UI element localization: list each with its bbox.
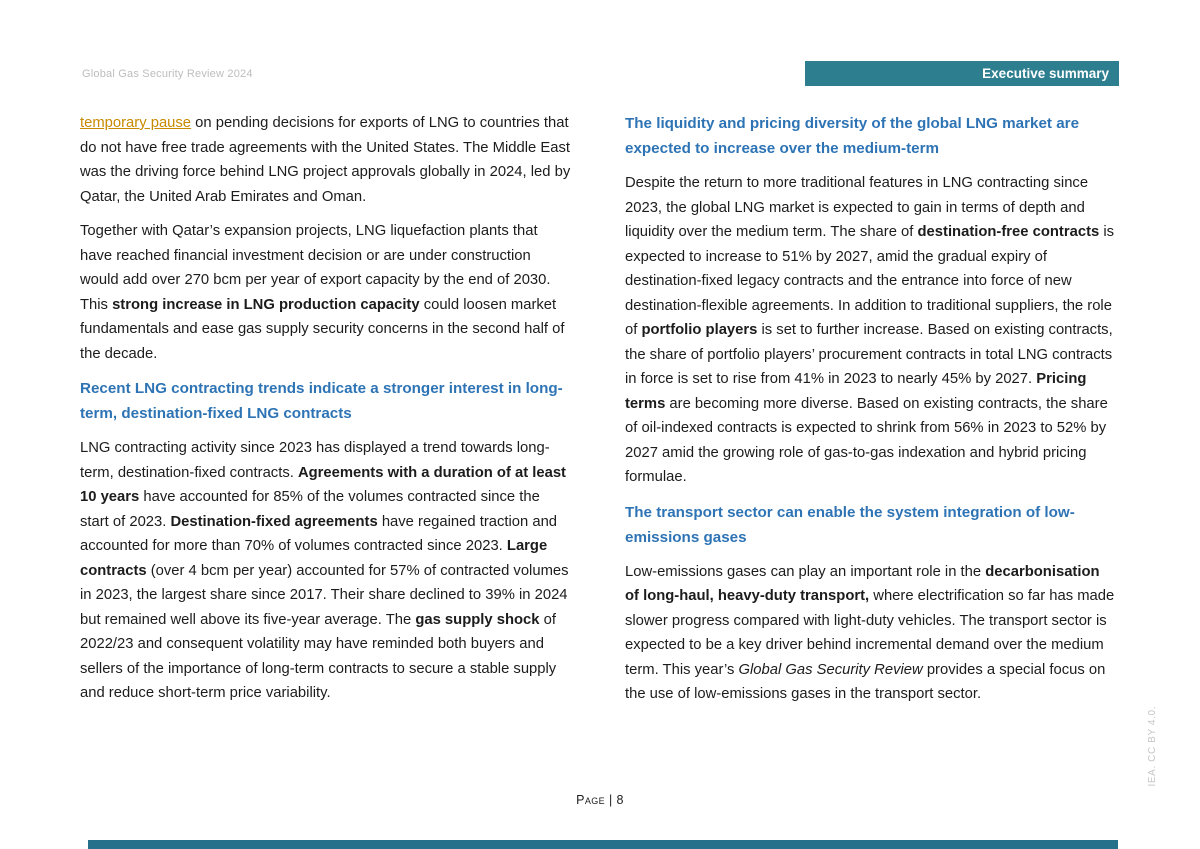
text-segment: gas supply shock	[415, 611, 540, 628]
text-segment: could loosen market fundamentals and ease gas supply security concerns in the second half of the decade.	[80, 296, 565, 362]
page-number: Page | 8	[576, 793, 624, 807]
text-segment: are becoming more diverse. Based on existing contracts, the share of oil-indexed contracts is expected to shrink from 56% in 2023 to 52% by 2027 amid the growing role of gas-to-gas indexation and hybrid pricing formulae.	[625, 395, 1108, 485]
text-segment: decarbonisation of long-haul, heavy-duty transport,	[625, 563, 1100, 604]
heading-transport-sector: The transport sector can enable the system integration of low-emissions gases	[625, 503, 1075, 546]
bottom-accent-bar	[88, 840, 1118, 849]
text-segment: of 2022/23 and consequent volatility may have reminded both buyers and sellers of the importance of long-term contracts to secure a stable supply and reduce short-term price variability.	[80, 611, 557, 701]
heading-liquidity-pricing: The liquidity and pricing diversity of the global LNG market are expected to increase over the medium-term	[625, 115, 1080, 157]
paragraph-qatar-expansion	[80, 219, 572, 366]
text-segment: Large contracts	[80, 538, 548, 579]
text-segment: Despite the return to more traditional features in LNG contracting since 2023, the global LNG market is expected to gain in terms of depth and liquidity over the medium term. The share of	[625, 175, 1089, 240]
heading-lng-contracting-trends: Recent LNG contracting trends indicate a stronger interest in long-term, destination-fixed LNG contracts	[80, 380, 563, 422]
paragraph-low-emissions-transport	[625, 560, 1117, 707]
text-segment: on pending decisions for exports of LNG to countries that do not have free trade agreements with the United States. The Middle East was the driving force behind LNG project approvals globally in 2024, led by Qatar, the United Arab Emirates and Oman.	[80, 115, 571, 205]
text-segment: destination-free contracts	[917, 224, 1100, 240]
text-segment: LNG contracting activity since 2023 has displayed a trend towards long-term, destination-fixed contracts.	[80, 440, 550, 481]
text-segment: Low-emissions gases can play an important role in the	[625, 563, 986, 580]
text-segment: have regained traction and accounted for more than 70% of volumes contracted since 2023.	[80, 513, 558, 554]
report-title: Global Gas Security Review 2024	[82, 68, 253, 80]
section-banner	[805, 61, 1119, 86]
text-segment: Destination-fixed agreements	[170, 513, 378, 530]
text-segment: is set to further increase. Based on existing contracts, the share of portfolio players’ procurement contracts in total LNG contracts in force is set to rise from 41% in 2023 to nearly 45% by 2027.	[625, 322, 1113, 387]
copyright-vertical-label: IEA. CC BY 4.0.	[1147, 706, 1158, 787]
paragraph-contracting-activity	[80, 436, 572, 706]
text-segment: Global Gas Security Review	[738, 661, 923, 678]
text-segment: strong increase in LNG production capacity	[112, 296, 420, 313]
paragraph-market-liquidity	[625, 171, 1117, 490]
text-segment: provides a special focus on the use of low-emissions gases in the transport sector.	[625, 661, 1106, 702]
text-segment: portfolio players	[641, 322, 758, 338]
text-segment: where electrification so far has made slower progress compared with light-duty vehicles. The transport sector is expected to be a key driver behind incremental demand over the medium term. This year’s	[625, 588, 1115, 678]
paragraph-lng-exports	[80, 111, 572, 209]
left-column	[80, 111, 572, 716]
text-segment: have accounted for 85% of the volumes contracted since the start of 2023.	[80, 489, 540, 530]
right-column	[625, 111, 1117, 717]
text-segment: Agreements with a duration of at least 10 years	[80, 464, 566, 505]
section-banner-label: Executive summary	[982, 66, 1109, 81]
text-segment: (over 4 bcm per year) accounted for 57% of contracted volumes in 2023, the largest share since 2017. Their share declined to 39% in 2024 but remained well above its five-year average. The	[80, 562, 569, 628]
text-segment: Together with Qatar’s expansion projects, LNG liquefaction plants that have reached financial investment decision or are under construction would add over 270 bcm per year of export capacity by the end of 2030. This	[80, 223, 551, 313]
text-segment: is expected to increase to 51% by 2027, amid the gradual expiry of destination-fixed legacy contracts and the entrance into force of new destination-flexible agreements. In addition to traditional suppliers, the role of	[625, 224, 1115, 338]
inline-link[interactable]: temporary pause	[80, 115, 192, 131]
text-segment: Pricing terms	[625, 371, 1087, 412]
